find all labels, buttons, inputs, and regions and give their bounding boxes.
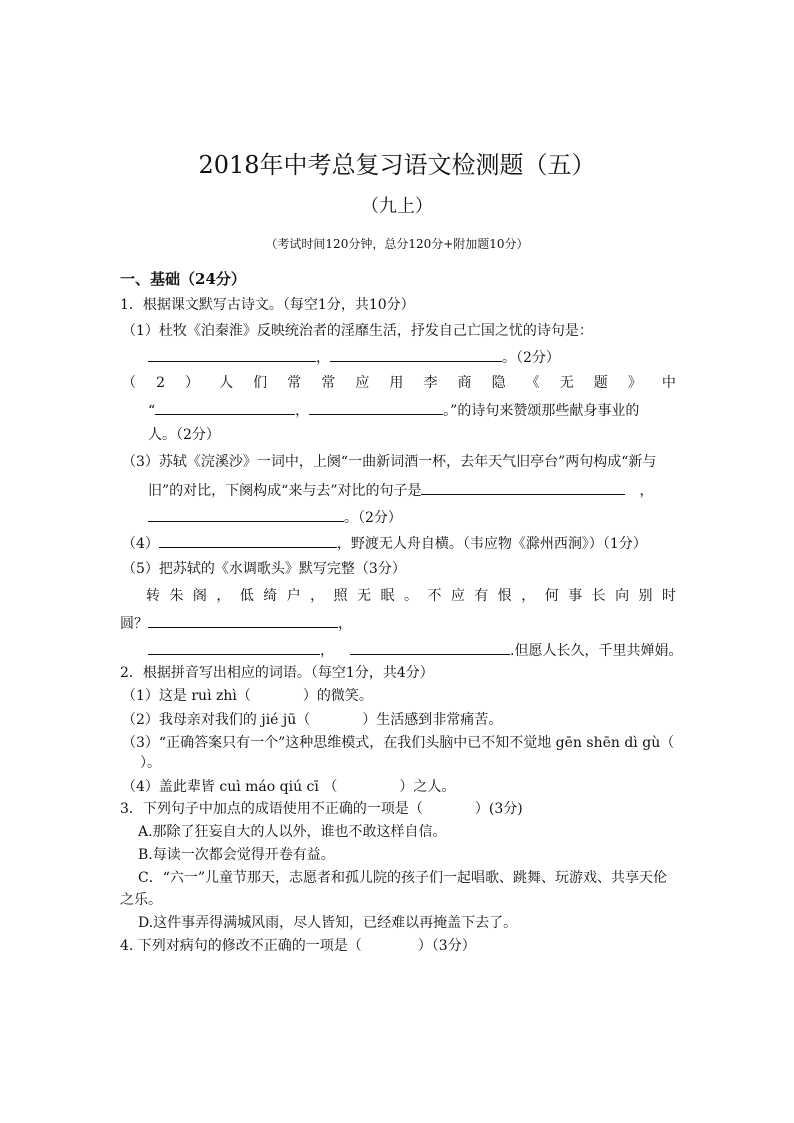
q1-p2-tail: 人。（2分） [148,427,220,443]
q1-p5-poem-line [146,587,676,605]
spread-char: 题 [593,375,608,391]
poem-char: ， [521,588,536,604]
spread-char: （ [122,375,136,391]
poem-char: 恨 [497,588,512,604]
q2-stem: 2．根据拼音写出相应的词语。（每空1分，共4分） [120,665,434,681]
poem-char: 照 [333,588,348,604]
spread-char: 用 [389,375,404,391]
poem-char: 有 [474,588,489,604]
q2-item-4: （4）盖此辈皆 cuì máo qiú cī （ ）之人。 [122,779,456,795]
q3-stem: 3．下列句子中加点的成语使用不正确的一项是（ ）(3分) [120,801,523,817]
poem-char: 事 [568,588,583,604]
spread-char: 《 [525,375,540,391]
q4-stem: 4. 下列对病句的修改不正确的一项是（ ）（3分） [120,938,476,954]
poem-char: 时 [661,588,676,604]
poem-char: 无 [357,588,372,604]
q2-item-3: （3）“正确答案只有一个”这种思维模式，在我们头脑中已不知不觉地 gēn shēn dì gù（ [122,735,675,751]
q1-p5-intro: （5）把苏轼的《水调歌头》默写完整（3分） [122,561,406,577]
answer-blank[interactable] [148,507,344,522]
poem-char: 何 [544,588,559,604]
spread-char: 》 [627,375,642,391]
section-heading: 一、基础（24分） [120,270,246,288]
poem-char: 低 [239,588,254,604]
poem-char: 向 [615,588,630,604]
answer-blank[interactable] [148,640,320,655]
answer-blank[interactable] [330,347,502,362]
poem-char: 不 [427,588,442,604]
q1-p1-intro: （1）杜牧《泊秦淮》反映统治者的淫靡生活，抒发自己亡国之忧的诗句是： [122,323,593,339]
q3-option-d: D.这件事弄得满城风雨，尽人皆知，已经难以再掩盖下去了。 [138,915,518,931]
exam-note: （考试时间120分钟，总分120分+附加题10分） [265,237,529,251]
poem-char: 户 [286,588,301,604]
q1-p2-answer-line: “ ， 。”的诗句来赞颂那些献身事业的 [148,400,639,420]
q1-p3-line1: （3）苏轼《浣溪沙》一词中，上阕“一曲新词酒一杯，去年天气旧亭台”两句构成“新与 [122,454,657,470]
answer-blank[interactable] [350,640,510,655]
poem-char: 朱 [169,588,184,604]
poem-char: 转 [146,588,160,604]
q1-p3-line2: 旧”的对比，下阕构成“来与去”对比的句子是 ， [148,480,653,500]
spread-char: 商 [457,375,472,391]
q1-p4: （4） ，野渡无人舟自横。（韦应物《滁州西涧》）（1分） [122,533,647,553]
spread-char: 2 [156,375,165,391]
spread-char: 人 [219,375,234,391]
spread-char: 无 [559,375,574,391]
spread-char: 李 [423,375,438,391]
spread-char: 应 [355,375,370,391]
q1-p5-line2: 圆？ ， [120,613,352,633]
q2-item-2: （2）我母亲对我们的 jié jū（ ）生活感到非常痛苦。 [122,712,503,728]
poem-char: 阁 [192,588,207,604]
poem-char: 。 [403,588,418,604]
poem-char: 应 [450,588,465,604]
poem-char: 长 [591,588,606,604]
spread-char: 们 [253,375,268,391]
answer-blank[interactable] [159,533,337,548]
answer-blank[interactable] [421,480,625,495]
page-subtitle: （九上） [361,196,433,217]
spread-char: 常 [287,375,302,391]
spread-char: 中 [661,375,676,391]
poem-char: ， [310,588,325,604]
q1-p3-line3: 。（2分） [148,507,402,527]
spread-char: 隐 [491,375,506,391]
q1-p2-intro [122,374,676,392]
page-title: 2018年中考总复习语文检测题（五） [198,151,596,179]
poem-char: 别 [638,588,653,604]
spread-char: ） [185,375,200,391]
q2-item-3-end: ）。 [140,755,161,771]
answer-blank[interactable] [309,400,443,415]
q1-p1-answer-line: ， 。（2分） [148,347,560,367]
answer-blank[interactable] [148,347,316,362]
poem-char: 绮 [263,588,278,604]
answer-blank[interactable] [148,613,338,628]
q3-option-c: C．“六一”儿童节那天，志愿者和孤儿院的孩子们一起唱歌、跳舞、玩游戏、共享天伦 [138,870,668,886]
q1-p5-line3: ， .但愿人长久，千里共婵娟。 [148,640,682,660]
q1-stem: 1．根据课文默写古诗文。（每空1分，共10分） [120,297,415,313]
q3-option-c-cont: 之乐。 [120,892,162,908]
answer-blank[interactable] [155,400,295,415]
q2-item-1: （1）这是 ruì zhì（ ）的微笑。 [122,688,373,704]
q3-option-a: A.那除了狂妄自大的人以外，谁也不敢这样自信。 [138,824,447,840]
poem-char: ， [216,588,231,604]
spread-char: 常 [321,375,336,391]
poem-char: 眠 [380,588,395,604]
q3-option-b: B.每读一次都会觉得开卷有益。 [138,847,335,863]
